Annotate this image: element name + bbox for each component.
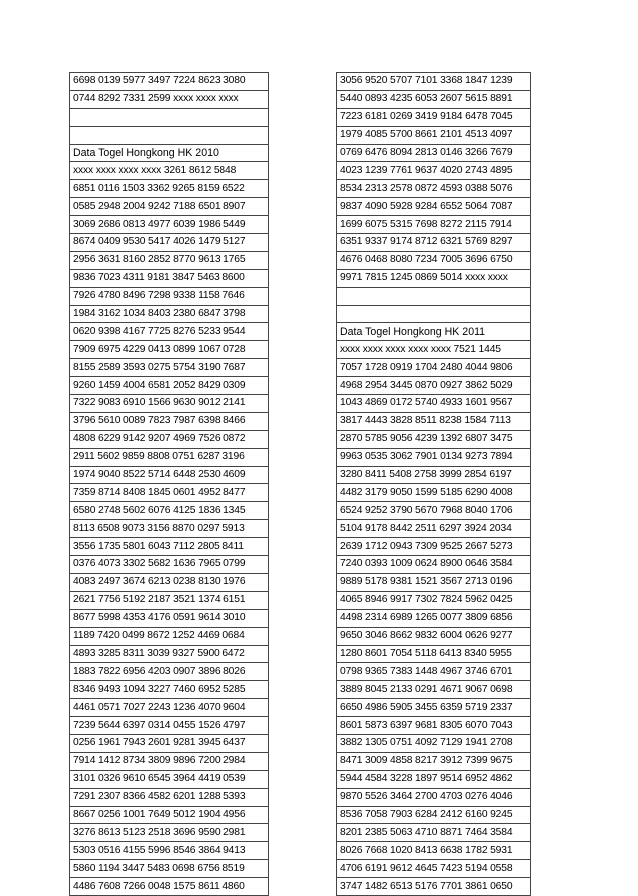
table-cell: 9971 7815 1245 0869 5014 xxxx xxxx bbox=[337, 269, 531, 287]
table-cell: 9260 1459 4004 6581 2052 8429 0309 bbox=[70, 377, 269, 395]
table-row bbox=[337, 216, 531, 234]
table-cell: 8674 0409 9530 5417 4026 1479 5127 bbox=[70, 234, 269, 252]
table-row bbox=[337, 645, 531, 663]
table-cell: 2870 5785 9056 4239 1392 6807 3475 bbox=[337, 430, 531, 448]
table-row bbox=[337, 287, 531, 305]
table-cell: 8113 6508 9073 3156 8870 0297 5913 bbox=[70, 520, 269, 538]
table-cell: 3556 1735 5801 6043 7112 2805 8411 bbox=[70, 538, 269, 556]
table-row bbox=[337, 627, 531, 645]
table-row bbox=[70, 162, 269, 180]
table-row bbox=[70, 538, 269, 556]
table-cell: 4461 0571 7027 2243 1236 4070 9604 bbox=[70, 699, 269, 717]
table-cell: xxxx xxxx xxxx xxxx 3261 8612 5848 bbox=[70, 162, 269, 180]
table-cell: 4808 6229 9142 9207 4969 7526 0872 bbox=[70, 430, 269, 448]
table-cell: 5104 9178 8442 2511 6297 3924 2034 bbox=[337, 520, 531, 538]
table-cell: 8534 2313 2578 0872 4593 0388 5076 bbox=[337, 180, 531, 198]
data-table-right bbox=[336, 72, 531, 896]
table-cell: 3276 8613 5123 2518 3696 9590 2981 bbox=[70, 824, 269, 842]
table-cell: 8471 3009 4858 8217 3912 7399 9675 bbox=[337, 752, 531, 770]
table-row bbox=[70, 395, 269, 413]
table-cell: 7057 1728 0919 1704 2480 4044 9806 bbox=[337, 359, 531, 377]
table-row bbox=[70, 645, 269, 663]
table-row bbox=[70, 412, 269, 430]
table-cell: 2911 5602 9859 8808 0751 6287 3196 bbox=[70, 448, 269, 466]
table-cell: 7909 6975 4229 0413 0899 1067 0728 bbox=[70, 341, 269, 359]
table-row bbox=[70, 287, 269, 305]
table-cell: 1280 8601 7054 5118 6413 8340 5955 bbox=[337, 645, 531, 663]
table-row bbox=[337, 484, 531, 502]
table-row bbox=[337, 752, 531, 770]
table-row bbox=[337, 341, 531, 359]
table-cell: 4486 7608 7266 0048 1575 8611 4860 bbox=[70, 878, 269, 896]
table-row bbox=[337, 860, 531, 878]
table-row bbox=[337, 520, 531, 538]
table-row bbox=[70, 788, 269, 806]
table-cell: 1979 4085 5700 8661 2101 4513 4097 bbox=[337, 126, 531, 144]
table-cell: 4065 8946 9917 7302 7824 5962 0425 bbox=[337, 591, 531, 609]
table-row bbox=[337, 180, 531, 198]
table-cell: 9837 4090 5928 9284 6552 5064 7087 bbox=[337, 198, 531, 216]
table-row bbox=[337, 734, 531, 752]
table-cell: 2621 7756 5192 2187 3521 1374 6151 bbox=[70, 591, 269, 609]
table-row bbox=[70, 90, 269, 108]
table-cell bbox=[337, 305, 531, 323]
table-row bbox=[337, 144, 531, 162]
table-row bbox=[337, 609, 531, 627]
table-row bbox=[70, 591, 269, 609]
table-row bbox=[70, 448, 269, 466]
table-cell: 9836 7023 4311 9181 3847 5463 8600 bbox=[70, 269, 269, 287]
table-cell: 8677 5998 4353 4176 0591 9614 3010 bbox=[70, 609, 269, 627]
table-row bbox=[337, 538, 531, 556]
table-row bbox=[337, 502, 531, 520]
table-cell: 8601 5873 6397 9681 8305 6070 7043 bbox=[337, 717, 531, 735]
table-cell: 8201 2385 5063 4710 8871 7464 3584 bbox=[337, 824, 531, 842]
table-cell: 9963 0535 3062 7901 0134 9273 7894 bbox=[337, 448, 531, 466]
table-cell: 1883 7822 6956 4203 0907 3896 8026 bbox=[70, 663, 269, 681]
table-row bbox=[337, 269, 531, 287]
table-cell: 4498 2314 6989 1265 0077 3809 6856 bbox=[337, 609, 531, 627]
table-row bbox=[70, 663, 269, 681]
table-cell: 7914 1412 8734 3809 9896 7200 2984 bbox=[70, 752, 269, 770]
table-cell: 8155 2589 3593 0275 5754 3190 7687 bbox=[70, 359, 269, 377]
table-cell: 7223 6181 0269 3419 9184 6478 7045 bbox=[337, 108, 531, 126]
table-row bbox=[70, 556, 269, 574]
table-cell: 4676 0468 8080 7234 7005 3696 6750 bbox=[337, 251, 531, 269]
table-row bbox=[337, 359, 531, 377]
table-cell: 6524 9252 3790 5670 7968 8040 1706 bbox=[337, 502, 531, 520]
table-cell bbox=[70, 126, 269, 144]
table-cell: 8667 0256 1001 7649 5012 1904 4956 bbox=[70, 806, 269, 824]
table-cell: 8026 7668 1020 8413 6638 1782 5931 bbox=[337, 842, 531, 860]
table-row bbox=[337, 73, 531, 91]
table-cell: 2956 3631 8160 2852 8770 9613 1765 bbox=[70, 251, 269, 269]
table-row bbox=[70, 305, 269, 323]
table-cell: 7240 0393 1009 0624 8900 0646 3584 bbox=[337, 556, 531, 574]
table-cell: xxxx xxxx xxxx xxxx xxxx 7521 1445 bbox=[337, 341, 531, 359]
table-cell: 3101 0326 9610 6545 3964 4419 0539 bbox=[70, 770, 269, 788]
table-row bbox=[337, 323, 531, 341]
table-cell: 0798 9365 7383 1448 4967 3746 6701 bbox=[337, 663, 531, 681]
table-row bbox=[70, 108, 269, 126]
table-row bbox=[70, 627, 269, 645]
table-row bbox=[337, 251, 531, 269]
table-cell: 6580 2748 5602 6076 4125 1836 1345 bbox=[70, 502, 269, 520]
table-cell bbox=[337, 287, 531, 305]
table-cell: 0744 8292 7331 2599 xxxx xxxx xxxx bbox=[70, 90, 269, 108]
table-cell: 3069 2686 0813 4977 6039 1986 5449 bbox=[70, 216, 269, 234]
table-cell: 8536 7058 7903 6284 2412 6160 9245 bbox=[337, 806, 531, 824]
table-cell: 0585 2948 2004 9242 7188 6501 8907 bbox=[70, 198, 269, 216]
table-row bbox=[337, 466, 531, 484]
table-cell: 3747 1482 6513 5176 7701 3861 0650 bbox=[337, 878, 531, 896]
table-row bbox=[70, 430, 269, 448]
table-row bbox=[70, 359, 269, 377]
table-row bbox=[337, 806, 531, 824]
table-row bbox=[70, 144, 269, 162]
table-row bbox=[70, 251, 269, 269]
section-title: Data Togel Hongkong HK 2010 bbox=[70, 144, 269, 162]
table-row bbox=[337, 412, 531, 430]
table-row bbox=[337, 234, 531, 252]
table-cell: 3056 9520 5707 7101 3368 1847 1239 bbox=[337, 73, 531, 91]
table-cell: 4083 2497 3674 6213 0238 8130 1976 bbox=[70, 573, 269, 591]
table-row bbox=[70, 752, 269, 770]
table-cell: 0256 1961 7943 2601 9281 3945 6437 bbox=[70, 734, 269, 752]
table-row bbox=[70, 573, 269, 591]
table-row bbox=[70, 216, 269, 234]
table-row bbox=[337, 573, 531, 591]
table-cell: 4482 3179 9050 1599 5185 6290 4008 bbox=[337, 484, 531, 502]
table-cell: 2639 1712 0943 7309 9525 2667 5273 bbox=[337, 538, 531, 556]
table-cell: 7926 4780 8496 7298 9338 1158 7646 bbox=[70, 287, 269, 305]
table-cell: 7291 2307 8366 4582 6201 1288 5393 bbox=[70, 788, 269, 806]
table-row bbox=[70, 484, 269, 502]
table-row bbox=[337, 90, 531, 108]
table-cell: 9650 3046 8662 9832 6004 0626 9277 bbox=[337, 627, 531, 645]
table-row bbox=[70, 520, 269, 538]
table-row bbox=[70, 717, 269, 735]
table-row bbox=[70, 180, 269, 198]
table-row bbox=[70, 234, 269, 252]
table-row bbox=[70, 377, 269, 395]
table-row bbox=[337, 126, 531, 144]
table-row bbox=[337, 788, 531, 806]
table-row bbox=[70, 198, 269, 216]
table-row bbox=[70, 824, 269, 842]
table-row bbox=[337, 681, 531, 699]
table-cell bbox=[70, 108, 269, 126]
table-cell: 5944 4584 3228 1897 9514 6952 4862 bbox=[337, 770, 531, 788]
table-cell: 4706 6191 9612 4645 7423 5194 0558 bbox=[337, 860, 531, 878]
table-row bbox=[70, 73, 269, 91]
table-row bbox=[337, 770, 531, 788]
table-cell: 3280 8411 5408 2758 3999 2854 6197 bbox=[337, 466, 531, 484]
table-cell: 7359 8714 8408 1845 0601 4952 8477 bbox=[70, 484, 269, 502]
table-row bbox=[337, 448, 531, 466]
table-row bbox=[70, 806, 269, 824]
table-cell: 6351 9337 9174 8712 6321 5769 8297 bbox=[337, 234, 531, 252]
table-cell: 1699 6075 5315 7698 8272 2115 7914 bbox=[337, 216, 531, 234]
table-cell: 3817 4443 3828 8511 8238 1584 7113 bbox=[337, 412, 531, 430]
table-row bbox=[337, 824, 531, 842]
table-row bbox=[70, 126, 269, 144]
table-row bbox=[337, 198, 531, 216]
table-row bbox=[337, 108, 531, 126]
table-cell: 4023 1239 7761 9637 4020 2743 4895 bbox=[337, 162, 531, 180]
table-row bbox=[337, 699, 531, 717]
table-row bbox=[337, 395, 531, 413]
table-cell: 0376 4073 3302 5682 1636 7965 0799 bbox=[70, 556, 269, 574]
table-row bbox=[70, 323, 269, 341]
table-cell: 5860 1194 3447 5483 0698 6756 8519 bbox=[70, 860, 269, 878]
table-row bbox=[70, 860, 269, 878]
table-cell: 0620 9398 4167 7725 8276 5233 9544 bbox=[70, 323, 269, 341]
table-row bbox=[70, 269, 269, 287]
table-cell: 0769 6476 8094 2813 0146 3266 7679 bbox=[337, 144, 531, 162]
table-row bbox=[337, 162, 531, 180]
table-cell: 7239 5644 6397 0314 0455 1526 4797 bbox=[70, 717, 269, 735]
table-row bbox=[337, 878, 531, 896]
table-row bbox=[337, 305, 531, 323]
table-cell: 5440 0893 4235 6053 2607 5615 8891 bbox=[337, 90, 531, 108]
table-row bbox=[337, 842, 531, 860]
table-cell: 1043 4869 0172 5740 4933 1601 9567 bbox=[337, 395, 531, 413]
table-cell: 3889 8045 2133 0291 4671 9067 0698 bbox=[337, 681, 531, 699]
table-row bbox=[337, 717, 531, 735]
table-cell: 6851 0116 1503 3362 9265 8159 6522 bbox=[70, 180, 269, 198]
table-cell: 8346 9493 1094 3227 7460 6952 5285 bbox=[70, 681, 269, 699]
table-row bbox=[337, 377, 531, 395]
table-row bbox=[70, 681, 269, 699]
table-cell: 3796 5610 0089 7823 7987 6398 8466 bbox=[70, 412, 269, 430]
table-cell: 3882 1305 0751 4092 7129 1941 2708 bbox=[337, 734, 531, 752]
table-row bbox=[70, 502, 269, 520]
table-cell: 4968 2954 3445 0870 0927 3862 5029 bbox=[337, 377, 531, 395]
table-cell: 9889 5178 9381 1521 3567 2713 0196 bbox=[337, 573, 531, 591]
table-cell: 4893 3285 8311 3039 9327 5900 6472 bbox=[70, 645, 269, 663]
table-row bbox=[337, 430, 531, 448]
table-cell: 1974 9040 8522 5714 6448 2530 4609 bbox=[70, 466, 269, 484]
table-row bbox=[70, 609, 269, 627]
table-row bbox=[337, 591, 531, 609]
section-title: Data Togel Hongkong HK 2011 bbox=[337, 323, 531, 341]
table-cell: 6698 0139 5977 3497 7224 8623 3080 bbox=[70, 73, 269, 91]
table-row bbox=[70, 770, 269, 788]
table-cell: 5303 0516 4155 5996 8546 3864 9413 bbox=[70, 842, 269, 860]
table-row bbox=[70, 699, 269, 717]
table-cell: 1189 7420 0499 8672 1252 4469 0684 bbox=[70, 627, 269, 645]
table-row bbox=[70, 341, 269, 359]
table-row bbox=[70, 842, 269, 860]
table-cell: 7322 9083 6910 1566 9630 9012 2141 bbox=[70, 395, 269, 413]
table-row bbox=[70, 734, 269, 752]
table-cell: 1984 3162 1034 8403 2380 6847 3798 bbox=[70, 305, 269, 323]
table-cell: 9870 5526 3464 2700 4703 0276 4046 bbox=[337, 788, 531, 806]
table-row bbox=[337, 556, 531, 574]
table-cell: 6650 4986 5905 3455 6359 5719 2337 bbox=[337, 699, 531, 717]
data-table-left bbox=[69, 72, 269, 896]
table-row bbox=[70, 878, 269, 896]
table-row bbox=[70, 466, 269, 484]
table-row bbox=[337, 663, 531, 681]
